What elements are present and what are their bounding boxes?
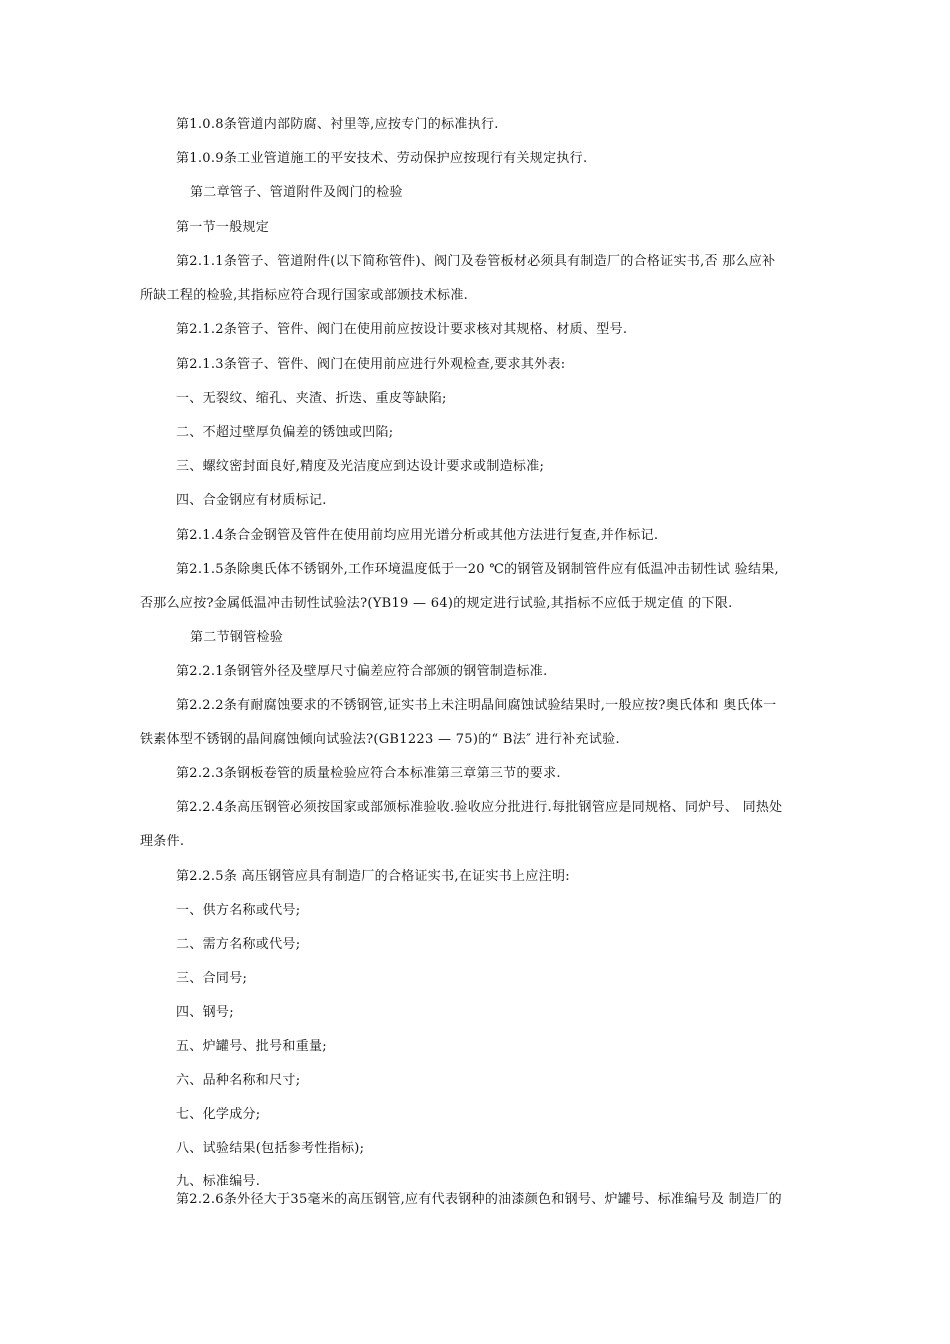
text-line: 第2.2.5条 高压钢管应具有制造厂的合格证实书,在证实书上应注明:	[176, 869, 570, 884]
list-item: 九、标准编号.	[176, 1174, 261, 1189]
text-line: 第2.2.1条钢管外径及壁厚尺寸偏差应符合部颁的钢管制造标准.	[176, 664, 548, 679]
text-line: 第2.2.6条外径大于35毫米的高压钢管,应有代表钢种的油漆颜色和钢号、炉罐号、标准编号及 制造厂的	[176, 1192, 782, 1207]
list-item: 七、化学成分;	[176, 1107, 261, 1122]
text-line: 第2.2.2条有耐腐蚀要求的不锈钢管,证实书上未注明晶间腐蚀试验结果时,一般应按?奥氏体和 奥氏体一	[176, 698, 777, 713]
list-item: 四、钢号;	[176, 1005, 234, 1020]
text-line: 第2.1.3条管子、管件、阀门在使用前应进行外观检查,要求其外表:	[176, 357, 566, 372]
list-item: 五、炉罐号、批号和重量;	[176, 1039, 327, 1054]
section-heading: 第二节钢管检验	[190, 630, 284, 645]
text-line: 第2.1.5条除奥氏体不锈钢外,工作环境温度低于一20 ℃的钢管及钢制管件应有低温冲击韧性试 验结果,	[176, 562, 779, 577]
text-line: 第2.1.1条管子、管道附件(以下简称管件)、阀门及卷管板材必须具有制造厂的合格证实书,否 那么应补	[176, 254, 776, 269]
text-line: 第1.0.9条工业管道施工的平安技术、劳动保护应按现行有关规定执行.	[176, 151, 588, 166]
section-heading: 第二章管子、管道附件及阀门的检验	[190, 185, 403, 200]
text-line: 第2.1.2条管子、管件、阀门在使用前应按设计要求核对其规格、材质、型号.	[176, 322, 628, 337]
list-item: 四、合金钢应有材质标记.	[176, 493, 327, 508]
text-line: 否那么应按?金属低温冲击韧性试验法?(YB19 — 64)的规定进行试验,其指标不应低于规定值 的下限.	[140, 596, 733, 611]
text-line: 所缺工程的检验,其指标应符合现行国家或部颁技术标准.	[140, 288, 469, 303]
text-line: 第1.0.8条管道内部防腐、衬里等,应按专门的标准执行.	[176, 117, 499, 132]
list-item: 二、不超过壁厚负偏差的锈蚀或凹陷;	[176, 425, 394, 440]
text-line: 理条件.	[140, 834, 185, 849]
list-item: 八、试验结果(包括参考性指标);	[176, 1141, 365, 1156]
section-heading: 第一节一般规定	[176, 220, 270, 235]
list-item: 六、品种名称和尺寸;	[176, 1073, 301, 1088]
text-line: 第2.2.3条钢板卷管的质量检验应符合本标准第三章第三节的要求.	[176, 766, 561, 781]
list-item: 三、螺纹密封面良好,精度及光洁度应到达设计要求或制造标准;	[176, 459, 545, 474]
list-item: 一、无裂纹、缩孔、夹渣、折迭、重皮等缺陷;	[176, 391, 447, 406]
text-line: 第2.2.4条高压钢管必须按国家或部颁标准验收.验收应分批进行.每批钢管应是同规格、同炉号、 同热处	[176, 800, 783, 815]
list-item: 三、合同号;	[176, 971, 248, 986]
list-item: 一、供方名称或代号;	[176, 903, 301, 918]
text-line: 铁素体型不锈钢的晶间腐蚀倾向试验法?(GB1223 — 75)的“ B法″ 进行补充试验.	[140, 732, 620, 747]
text-line: 第2.1.4条合金钢管及管件在使用前均应用光谱分析或其他方法进行复查,并作标记.	[176, 528, 659, 543]
list-item: 二、需方名称或代号;	[176, 937, 301, 952]
